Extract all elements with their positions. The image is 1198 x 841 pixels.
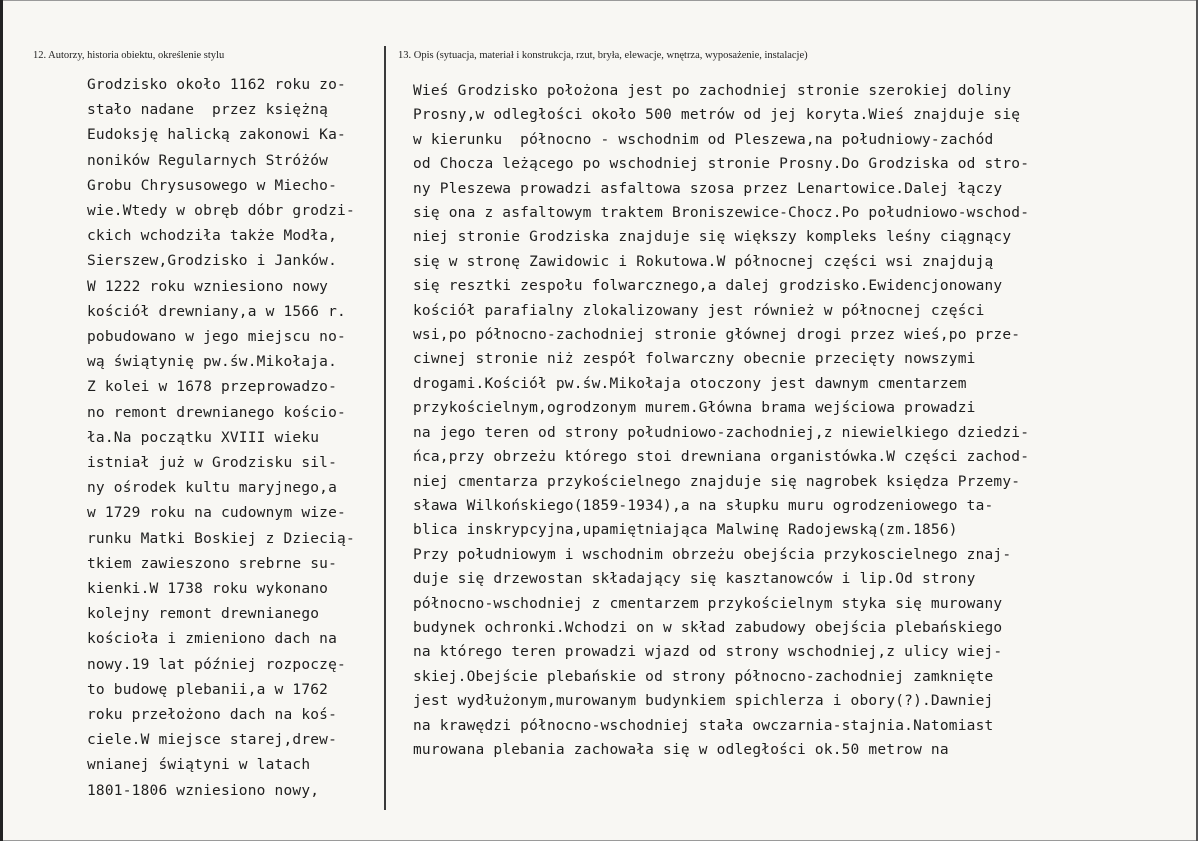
text-line: budynek ochronki.Wchodzi on w skład zabudowy obejścia plebańskiego xyxy=(413,619,1003,636)
text-line: ła.Na początku XVIII wieku xyxy=(87,429,320,446)
text-line: kościoła i zmieniono dach na xyxy=(87,631,338,648)
text-line: kienki.W 1738 roku wykonano xyxy=(87,581,329,598)
text-line: W 1222 roku wzniesiono nowy xyxy=(87,278,329,295)
text-line: skiej.Obejście plebańskie od strony północno-zachodniej zamknięte xyxy=(413,668,994,685)
text-line: się resztki zespołu folwarcznego,a dalej grodzisko.Ewidencjonowany xyxy=(413,278,1003,295)
text-line: Wieś Grodzisko położona jest po zachodniej stronie szerokiej doliny xyxy=(413,83,1012,99)
text-line: niej stronie Grodziska znajduje się większy kompleks leśny ciągnący xyxy=(413,229,1012,246)
text-line: Eudoksję halicką zakonowi Ka- xyxy=(87,127,346,144)
description-text-column xyxy=(413,79,1029,762)
text-line: północno-wschodniej z cmentarzem przykościelnym styka się murowany xyxy=(413,595,1003,612)
text-line: Z kolei w 1678 przeprowadzo- xyxy=(87,379,338,396)
text-line: blica inskrypcyjna,upamiętniająca Malwinę Radojewską(zm.1856) xyxy=(413,522,958,539)
text-line: roku przełożono dach na koś- xyxy=(87,707,338,724)
text-line: przykościelnym,ogrodzonym murem.Główna brama wejściowa prowadzi xyxy=(413,400,976,417)
text-line: istniał już w Grodzisku sil- xyxy=(87,455,338,472)
text-line: wą świątynię pw.św.Mikołaja. xyxy=(87,354,338,371)
text-line: no remont drewnianego kościo- xyxy=(87,404,346,421)
text-line: niej cmentarza przykościelnego znajduje się nagrobek księdza Przemy- xyxy=(413,473,1021,490)
text-line: pobudowano w jego miejscu no- xyxy=(87,329,346,346)
text-line: nowy.19 lat później rozpoczę- xyxy=(87,656,346,673)
text-line: ny Pleszewa prowadzi asfaltowa szosa przez Lenartowice.Dalej łączy xyxy=(413,180,1003,197)
text-line: to budowę plebanii,a w 1762 xyxy=(87,681,329,698)
text-line: wsi,po północno-zachodniej stronie głównej drogi przez wieś,po prze- xyxy=(413,327,1021,344)
text-line: od Chocza leżącego po wschodniej stronie Prosny.Do Grodziska od stro- xyxy=(413,156,1030,173)
text-line: na krawędzi północno-wschodniej stała owczarnia-stajnia.Natomiast xyxy=(413,717,994,734)
text-line: kościół drewniany,a w 1566 r. xyxy=(87,303,346,320)
text-line: Grobu Chrysusowego w Miecho- xyxy=(87,177,338,194)
text-line: Prosny,w odległości około 500 metrów od jej koryta.Wieś znajduje się xyxy=(413,107,1021,124)
page-edge-left xyxy=(0,0,3,841)
text-line: runku Matki Boskiej z Dziecią- xyxy=(87,530,355,547)
text-line: kolejny remont drewnianego xyxy=(87,606,320,623)
text-line: w kierunku północno - wschodnim od Pleszewa,na południowy-zachód xyxy=(413,131,994,148)
text-line: Grodzisko około 1162 roku zo- xyxy=(87,77,346,93)
text-line: ciwnej stronie niż zespół folwarczny obecnie przecięty nowszymi xyxy=(413,351,976,368)
text-line: noników Regularnych Stróżów xyxy=(87,152,329,169)
text-line: Sierszew,Grodzisko i Janków. xyxy=(87,253,338,270)
text-line: duje się drzewostan składający się kasztanowców i lip.Od strony xyxy=(413,571,976,588)
text-line: drogami.Kościół pw.św.Mikołaja otoczony jest dawnym cmentarzem xyxy=(413,375,967,392)
text-line: ciele.W miejsce starej,drew- xyxy=(87,732,338,749)
text-line: tkiem zawieszono srebrne su- xyxy=(87,555,338,572)
text-line: Przy południowym i wschodnim obrzeżu obejścia przykoscielnego znaj- xyxy=(413,546,1012,563)
text-line: sława Wilkońskiego(1859-1934),a na słupku muru ogrodzeniowego ta- xyxy=(413,497,994,514)
text-line: murowana plebania zachowała się w odległości ok.50 metrow na xyxy=(413,741,949,758)
text-line: na jego teren od strony południowo-zachodniej,z niewielkiego dziedzi- xyxy=(413,424,1030,441)
text-line: jest wydłużonym,murowanym budynkiem spichlerza i obory(?).Dawniej xyxy=(413,693,994,710)
left-section-header: 12. Autorzy, historia obiektu, określenie stylu xyxy=(33,50,225,61)
text-line: na którego teren prowadzi wjazd od strony wschodniej,z ulicy wiej- xyxy=(413,644,1003,661)
text-line: stało nadane przez księżną xyxy=(87,102,329,119)
history-text-column xyxy=(87,73,355,804)
text-line: ny ośrodek kultu maryjnego,a xyxy=(87,480,338,497)
text-line: ckich wchodziła także Modła, xyxy=(87,228,338,245)
right-section-header: 13. Opis (sytuacja, materiał i konstrukcja, rzut, bryła, elewacje, wnętrza, wyposażenie, instalacje) xyxy=(398,50,808,61)
text-line: 1801-1806 wzniesiono nowy, xyxy=(87,782,320,799)
text-line: wie.Wtedy w obręb dóbr grodzi- xyxy=(87,203,355,220)
column-divider xyxy=(384,46,386,810)
text-line: się w stronę Zawidowic i Rokutowa.W północnej części wsi znajdują xyxy=(413,253,994,270)
text-line: się ona z asfaltowym traktem Broniszewice-Chocz.Po południowo-wschod- xyxy=(413,205,1030,222)
text-line: ńca,przy obrzeżu którego stoi drewniana organistówka.W części zachod- xyxy=(413,449,1030,466)
text-line: kościół parafialny zlokalizowany jest również w północnej części xyxy=(413,302,985,319)
text-line: wnianej świątyni w latach xyxy=(87,757,311,774)
text-line: w 1729 roku na cudownym wize- xyxy=(87,505,346,522)
